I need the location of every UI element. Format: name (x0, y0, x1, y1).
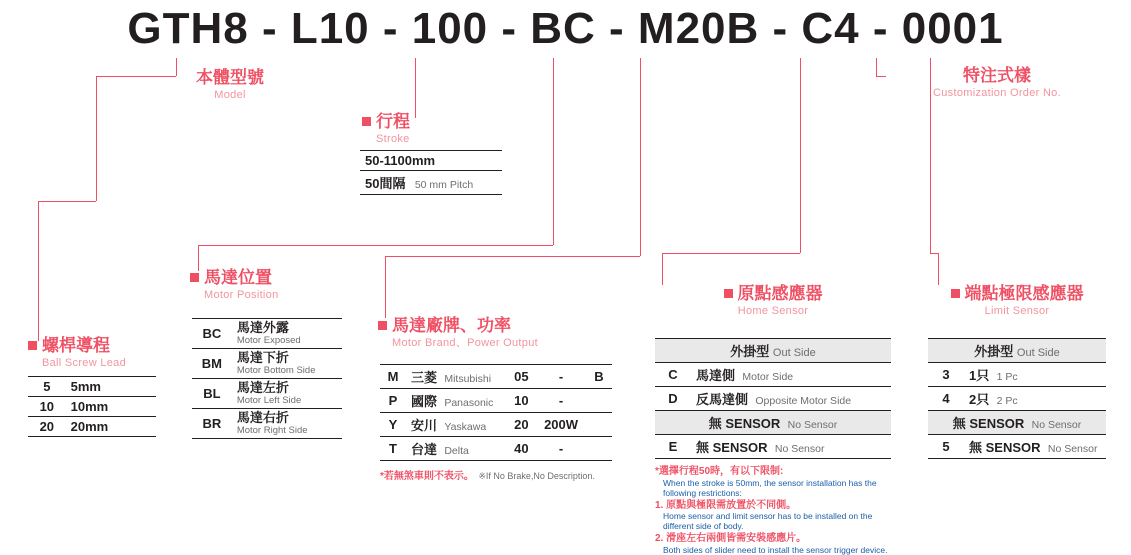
brand-name-en: Delta (444, 445, 469, 457)
brand-name-zh: 三菱 (410, 370, 437, 385)
leader-line-brand-v2 (385, 256, 386, 318)
home-sensor-note-0-en: When the stroke is 50mm, the sensor installation has the following restrictions: (663, 477, 877, 498)
leader-line-home-v1 (800, 58, 801, 253)
brake-code: B (586, 365, 612, 389)
section-home-title-en: Home Sensor (737, 305, 809, 317)
section-brand-title-en: Motor Brand、Power Output (392, 337, 538, 349)
lead-code: 20 (28, 417, 66, 437)
home-sensor-nosensor-en: No Sensor (787, 419, 838, 431)
motorpos-code: BC (192, 319, 232, 349)
motorpos-label-zh: 馬達右折 (236, 410, 289, 425)
bullet-square-icon (190, 273, 199, 282)
bullet-square-icon (378, 321, 387, 330)
home-sensor-note-0 (655, 466, 905, 498)
home-sensor-code: C (655, 363, 691, 387)
stroke-pitch-value: 50間隔 (365, 176, 406, 191)
stroke-pitch-note: 50 mm Pitch (414, 179, 474, 191)
section-ball-screw-lead (28, 336, 126, 370)
table-row (28, 397, 156, 417)
home-sensor-label (691, 387, 891, 411)
section-home-title-zh: 原點感應器 (655, 284, 891, 304)
table-row (192, 409, 342, 439)
lead-label: 5mm (66, 377, 156, 397)
limit-sensor-label (964, 387, 1106, 411)
home-sensor-nosensor-zh: 無 SENSOR (708, 416, 781, 431)
limit-sensor-nosensor-en: No Sensor (1031, 419, 1082, 431)
table-row (380, 437, 612, 461)
section-lead-title-en: Ball Screw Lead (42, 357, 126, 369)
home-sensor-table (655, 338, 891, 459)
table-row (28, 377, 156, 397)
table-row (380, 365, 612, 389)
limit-sensor-label (964, 435, 1106, 459)
motorpos-label-en: Motor Exposed (236, 335, 301, 346)
section-motor-position (190, 268, 279, 302)
section-customization (862, 66, 1131, 100)
brand-name (406, 437, 507, 461)
home-sensor-note-1-zh: 1. 原點與極限需放置於不同側。 (655, 499, 797, 511)
home-sensor-note-2 (655, 533, 905, 555)
lead-code: 10 (28, 397, 66, 417)
brand-code: M (380, 365, 406, 389)
home-sensor-label-en: No Sensor (774, 443, 825, 455)
lead-code: 5 (28, 377, 66, 397)
limit-sensor-code: 5 (928, 435, 964, 459)
home-sensor-note-1-en: Home sensor and limit sensor has to be installed on the different side of body. (663, 511, 873, 531)
limit-sensor-label-en: 2 Pc (996, 395, 1018, 407)
table-row (192, 379, 342, 409)
section-motorpos-title-zh: 馬達位置 (190, 268, 279, 288)
section-model-title-en: Model (214, 89, 246, 101)
home-sensor-code: E (655, 435, 691, 459)
brand-name-zh: 安川 (410, 418, 437, 433)
home-sensor-nosensor-header (655, 411, 891, 435)
limit-sensor-label-zh: 2只 (969, 392, 990, 407)
motorpos-label (232, 379, 342, 409)
limit-sensor-label (964, 363, 1106, 387)
table-row (655, 411, 891, 435)
home-sensor-notes (655, 466, 905, 555)
motorpos-label-zh: 馬達外露 (236, 320, 289, 335)
stroke-table (360, 150, 502, 195)
table-row (655, 435, 891, 459)
home-sensor-note-1 (655, 500, 905, 532)
table-row (380, 389, 612, 413)
brand-name-en: Panasonic (444, 397, 494, 409)
power-label: 200W (536, 413, 586, 437)
section-lead-title-zh: 螺桿導程 (28, 336, 126, 356)
motorpos-code: BM (192, 349, 232, 379)
home-sensor-label-zh: 無 SENSOR (696, 440, 768, 455)
motor-brand-table (380, 364, 612, 461)
lead-label: 20mm (66, 417, 156, 437)
limit-sensor-nosensor-zh: 無 SENSOR (952, 416, 1025, 431)
power-label: - (536, 389, 586, 413)
leader-line-motorpos-v1 (553, 58, 554, 245)
motor-brand-note (380, 466, 630, 484)
stroke-pitch-cell (360, 171, 502, 195)
section-stroke (362, 112, 410, 146)
section-stroke-title-zh: 行程 (362, 112, 410, 132)
motor-position-table (192, 318, 342, 439)
table-row (192, 319, 342, 349)
home-sensor-note-2-zh: 2. 滑座左右兩側皆需安裝感應片。 (655, 533, 807, 544)
leader-line-brand-v1 (640, 58, 641, 256)
brand-name-zh: 台達 (410, 442, 437, 457)
leader-line-stroke-v (415, 58, 416, 118)
limit-sensor-label-zh: 1只 (969, 368, 990, 383)
table-row (655, 387, 891, 411)
power-code: 20 (507, 413, 537, 437)
leader-line-motorpos-h (198, 245, 553, 246)
brand-code: T (380, 437, 406, 461)
limit-sensor-header-zh: 外掛型 (974, 344, 1014, 359)
table-row (655, 363, 891, 387)
section-stroke-title-en: Stroke (376, 133, 410, 145)
part-number-title: GTH8 - L10 - 100 - BC - M20B - C4 - 0001 (127, 4, 1004, 53)
limit-sensor-code: 4 (928, 387, 964, 411)
limit-sensor-label-zh: 無 SENSOR (969, 440, 1041, 455)
section-brand-title-zh: 馬達廠牌、功率 (378, 316, 538, 336)
bullet-square-icon (362, 117, 371, 126)
limit-sensor-header-en: Out Side (1016, 347, 1060, 359)
section-limit-title-en: Limit Sensor (984, 305, 1050, 317)
home-sensor-label (691, 435, 891, 459)
brake-spacer (586, 437, 612, 461)
brand-name-en: Mitsubishi (444, 373, 492, 385)
motor-brand-note-en: ※If No Brake,No Description. (478, 471, 595, 481)
limit-sensor-label-en: No Sensor (1047, 443, 1098, 455)
table-row (380, 413, 612, 437)
section-limit-sensor (928, 284, 1106, 318)
leader-line-home-h (662, 253, 800, 254)
limit-sensor-nosensor-header (928, 411, 1106, 435)
bullet-square-icon (951, 289, 960, 298)
table-row (360, 171, 502, 195)
limit-sensor-code: 3 (928, 363, 964, 387)
brand-name (406, 389, 507, 413)
brake-spacer (586, 413, 612, 437)
table-row (928, 411, 1106, 435)
leader-line-brand-h (385, 256, 640, 257)
section-home-sensor (655, 284, 891, 318)
table-row (360, 151, 502, 171)
table-row (28, 417, 156, 437)
home-sensor-label-en: Motor Side (742, 371, 794, 383)
stroke-range-cell (360, 151, 502, 171)
section-customization-title-en: Customization Order No. (933, 87, 1061, 99)
home-sensor-header-zh: 外掛型 (730, 344, 770, 359)
table-header-row (928, 339, 1106, 363)
power-code: 40 (507, 437, 537, 461)
home-sensor-note-0-zh: *選擇行程50時，有以下限制: (655, 466, 784, 477)
motorpos-label (232, 409, 342, 439)
home-sensor-label (691, 363, 891, 387)
home-sensor-label-en: Opposite Motor Side (755, 395, 852, 407)
bullet-square-icon (724, 289, 733, 298)
section-motor-brand (378, 316, 538, 350)
leader-line-lead-h2 (38, 201, 96, 202)
leader-line-limit-h (930, 253, 938, 254)
section-limit-title-zh: 端點極限感應器 (928, 284, 1106, 304)
motorpos-label-en: Motor Right Side (236, 425, 308, 436)
section-customization-title-zh: 特注式樣 (963, 66, 1031, 85)
brand-code: P (380, 389, 406, 413)
bullet-square-icon (28, 341, 37, 350)
motorpos-label-zh: 馬達下折 (236, 350, 289, 365)
power-label: - (536, 365, 586, 389)
home-sensor-header (655, 339, 891, 363)
table-row (192, 349, 342, 379)
section-model-title-zh: 本體型號 (196, 68, 264, 87)
home-sensor-note-2-en: Both sides of slider need to install the sensor trigger device. (663, 544, 888, 555)
limit-sensor-label-en: 1 Pc (996, 371, 1018, 383)
section-motorpos-title-en: Motor Position (204, 289, 279, 301)
leader-line-home-v2 (662, 253, 663, 285)
motorpos-label (232, 349, 342, 379)
motorpos-label-en: Motor Bottom Side (236, 365, 316, 376)
home-sensor-label-zh: 反馬達側 (696, 392, 749, 407)
table-row (928, 435, 1106, 459)
power-code: 10 (507, 389, 537, 413)
leader-line-lead-v2 (38, 201, 39, 341)
home-sensor-code: D (655, 387, 691, 411)
limit-sensor-header (928, 339, 1106, 363)
ball-screw-lead-table (28, 376, 156, 437)
motorpos-label-zh: 馬達左折 (236, 380, 289, 395)
brand-name-zh: 國際 (410, 394, 437, 409)
brake-spacer (586, 389, 612, 413)
table-row (928, 387, 1106, 411)
brand-code: Y (380, 413, 406, 437)
motorpos-label (232, 319, 342, 349)
leader-line-lead-v1 (96, 76, 97, 201)
home-sensor-header-en: Out Side (772, 347, 816, 359)
leader-line-limit-v2 (938, 253, 939, 285)
table-row (928, 363, 1106, 387)
limit-sensor-table (928, 338, 1106, 459)
motorpos-label-en: Motor Left Side (236, 395, 302, 406)
home-sensor-label-zh: 馬達側 (696, 368, 736, 383)
motorpos-code: BL (192, 379, 232, 409)
brand-name (406, 413, 507, 437)
motorpos-code: BR (192, 409, 232, 439)
table-header-row (655, 339, 891, 363)
power-label: - (536, 437, 586, 461)
brand-name-en: Yaskawa (444, 421, 487, 433)
power-code: 05 (507, 365, 537, 389)
brand-name (406, 365, 507, 389)
lead-label: 10mm (66, 397, 156, 417)
motor-brand-note-zh: *若無煞車則不表示。 (380, 471, 474, 482)
section-model (110, 68, 350, 102)
stroke-range-value: 50-1100mm (365, 153, 436, 168)
